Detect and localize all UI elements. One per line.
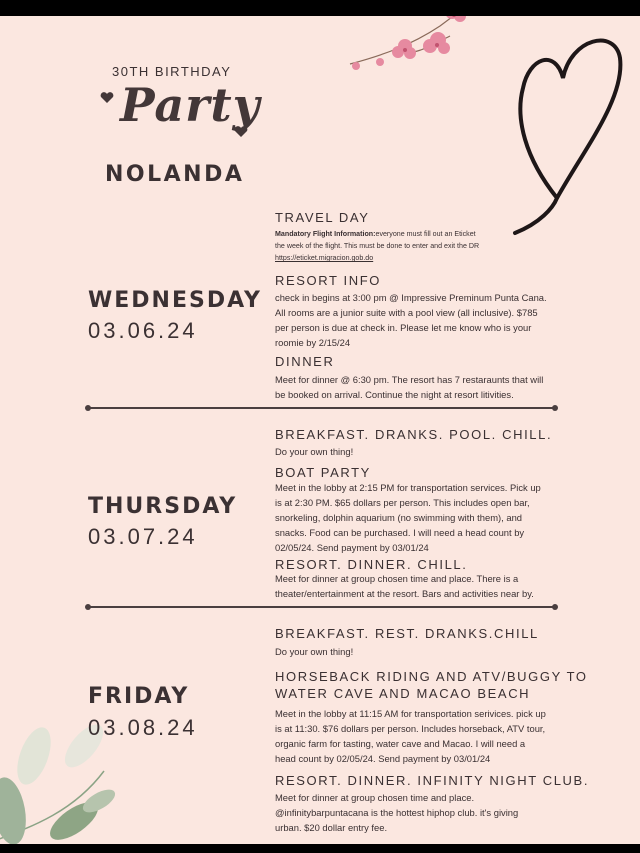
event-text-line: Meet for dinner @ 6:30 pm. The resort has 7 restaraunts that will <box>275 374 544 385</box>
script-title: Party <box>120 78 261 132</box>
event-title-line: HORSEBACK RIDING AND ATV/BUGGY TO <box>275 669 588 684</box>
event-title: BOAT PARTY <box>275 465 371 480</box>
divider-dot <box>552 405 558 411</box>
event-title: TRAVEL DAY <box>275 210 370 225</box>
divider-dot <box>85 604 91 610</box>
date-label-wednesday: 03.06.24 <box>88 318 198 343</box>
subtitle: 30TH BIRTHDAY <box>112 64 232 79</box>
event-text-line: snorkeling, dolphin aquarium (no swimming with them), and <box>275 512 522 523</box>
event-text-line: roomie by 2/15/24 <box>275 337 351 348</box>
event-title: BREAKFAST. REST. DRANKS.CHILL <box>275 626 539 641</box>
event-title: RESORT INFO <box>275 273 381 288</box>
cherry-blossom-icon <box>340 16 480 86</box>
date-label-thursday: 03.07.24 <box>88 524 198 549</box>
event-title: DINNER <box>275 354 335 369</box>
event-text-line: 02/05/24. Send payment by 03/01/24 <box>275 542 429 553</box>
event-text-line: Meet for dinner at group chosen time and place. <box>275 792 475 803</box>
event-title <box>275 668 588 702</box>
event-text <box>275 706 565 766</box>
event-text-line: head count by 02/05/24. Send payment by 03/01/24 <box>275 753 491 764</box>
event-text-line: Meet in the lobby at 2:15 PM for transportation services. Pick up <box>275 482 541 493</box>
small-heart-icon <box>100 92 114 104</box>
event-text <box>275 644 565 659</box>
event-text <box>275 790 565 835</box>
day-label-thursday: THURSDAY <box>88 494 238 519</box>
event-text-line: per person is due at check in. Please let me know who is your <box>275 322 532 333</box>
event-text-line: @infinitybarpuntacana is the hottest hiphop club. it's giving <box>275 807 519 818</box>
event-text <box>275 372 565 402</box>
event-text-line: is at 11:30. $76 dollars per person. Includes horseback, ATV tour, <box>275 723 546 734</box>
honoree-name: NOLANDA <box>105 162 245 187</box>
heart-outline-icon <box>485 18 635 248</box>
section-divider <box>88 606 555 608</box>
event-text <box>275 290 565 350</box>
event-title: RESORT. DINNER. INFINITY NIGHT CLUB. <box>275 773 590 788</box>
event-bold-lead: Mandatory Flight Information: <box>275 230 376 238</box>
event-text <box>275 228 525 264</box>
date-label-friday: 03.08.24 <box>88 715 198 740</box>
event-text-line: urban. $20 dollar entry fee. <box>275 822 388 833</box>
event-text-line: be booked on arrival. Continue the night at resort litivities. <box>275 389 514 400</box>
event-text-line: Do your own thing! <box>275 646 354 657</box>
event-text-line: organic farm for tasting, water cave and Macao. I will need a <box>275 738 526 749</box>
event-text-line: check in begins at 3:00 pm @ Impressive Preminum Punta Cana. <box>275 292 547 303</box>
event-text-line: theater/entertainment at the resort. Bars and activities near by. <box>275 588 534 599</box>
event-text-line: Do your own thing! <box>275 446 354 457</box>
eticket-link[interactable]: https://eticket.migracion.gob.do <box>275 254 374 262</box>
section-divider <box>88 407 555 409</box>
event-text-line: Meet for dinner at group chosen time and place. There is a <box>275 573 519 584</box>
event-title-line: WATER CAVE AND MACAO BEACH <box>275 686 531 701</box>
invitation-sheet <box>0 16 640 844</box>
divider-dot <box>85 405 91 411</box>
day-label-friday: FRIDAY <box>88 684 190 709</box>
event-title: RESORT. DINNER. CHILL. <box>275 557 468 572</box>
event-text <box>275 571 565 601</box>
event-text-line: is at 2:30 PM. $65 dollars per person. This includes open bar, <box>275 497 530 508</box>
event-text <box>275 480 565 555</box>
event-text-line: Meet in the lobby at 11:15 AM for transportation serivices. pick up <box>275 708 546 719</box>
event-text <box>275 444 565 459</box>
event-title: BREAKFAST. DRANKS. POOL. CHILL. <box>275 427 553 442</box>
event-text-line: everyone must fill out an Eticket <box>375 230 476 238</box>
event-text-line: All rooms are a junior suite with a pool view (all inclusive). $785 <box>275 307 538 318</box>
divider-dot <box>552 604 558 610</box>
day-label-wednesday: WEDNESDAY <box>88 288 262 313</box>
event-text-line: snacks. Food can be purchased. I will need a head count by <box>275 527 525 538</box>
event-text-line: the week of the flight. This must be done to enter and exit the DR <box>275 242 480 250</box>
